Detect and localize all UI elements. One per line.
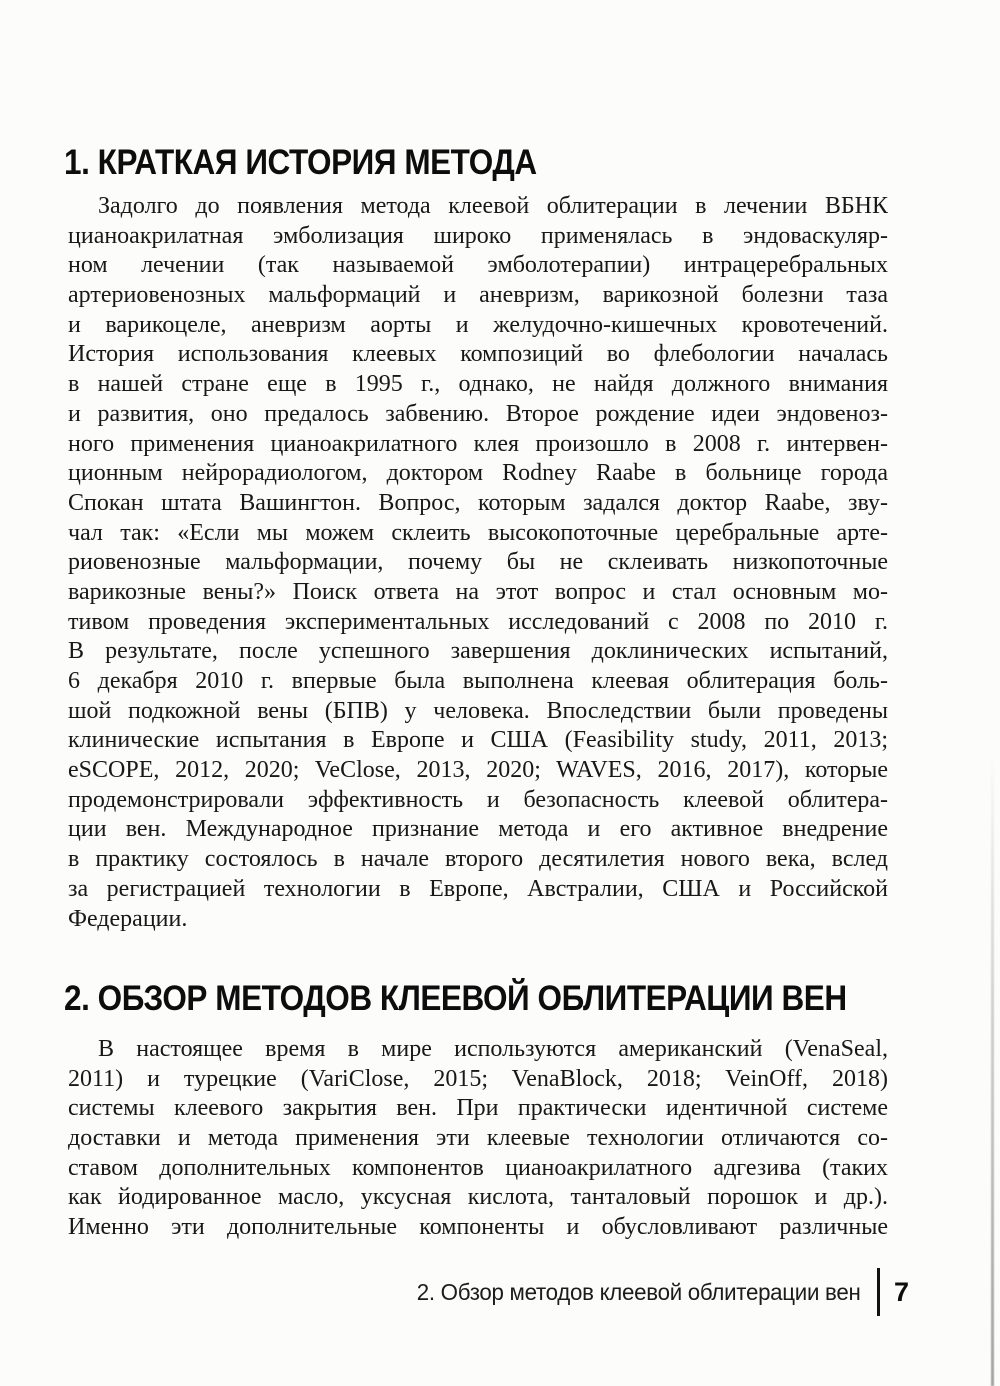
text-line: eSCOPE, 2012, 2020; VeClose, 2013, 2020; WAVES, 2016, 2017), которые (68, 757, 888, 784)
text-line: риовенозные мальформации, почему бы не склеивать низкопоточные (68, 549, 888, 576)
section-2-paragraph (68, 1035, 888, 1243)
text-line: в практику состоялось в начале второго десятилетия нового века, вслед (68, 846, 888, 873)
text-line: Спокан штата Вашингтон. Вопрос, которым задался доктор Raabe, зву- (68, 489, 888, 516)
text-line: клинические испытания в Европе и США (Feasibility study, 2011, 2013; (68, 727, 888, 754)
text-line: тивом проведения экспериментальных исследований с 2008 по 2010 г. (68, 608, 888, 635)
text-line: Именно эти дополнительные компоненты и обусловливают различные (68, 1214, 888, 1241)
text-line: продемонстрировали эффективность и безопасность клеевой облитера- (68, 786, 888, 813)
text-line: доставки и метода применения эти клеевые технологии отличаются со- (68, 1125, 888, 1152)
section-2-heading: 2. ОБЗОР МЕТОДОВ КЛЕЕВОЙ ОБЛИТЕРАЦИИ ВЕН (64, 979, 847, 1018)
text-line: ционным нейрорадиологом, доктором Rodney Raabe в больнице города (68, 460, 888, 487)
text-line: ции вен. Международное признание метода и его активное внедрение (68, 816, 888, 843)
text-line: Федерации. (68, 905, 188, 932)
text-line: в нашей стране еще в 1995 г., однако, не найдя должного внимания (68, 371, 888, 398)
text-line: и развития, оно предалось забвению. Второе рождение идеи эндовеноз- (68, 400, 888, 427)
scan-artifact-right-edge (991, 752, 994, 1386)
text-line: варикозные вены?» Поиск ответа на этот вопрос и стал основным мо- (68, 578, 888, 605)
text-line: цианоакрилатная эмболизация широко применялась в эндоваскуляр- (68, 222, 888, 249)
text-line: чал так: «Если мы можем склеить высокопоточные церебральные арте- (68, 519, 888, 546)
page-footer (68, 1266, 920, 1318)
text-line: ном лечении (так называемой эмболотерапии) интрацеребральных (68, 252, 888, 279)
text-line: Задолго до появления метода клеевой облитерации в лечении ВБНК (98, 193, 888, 219)
running-title: 2. Обзор методов клеевой облитерации вен (416, 1278, 860, 1305)
text-line: ставом дополнительных компонентов цианоакрилатного адгезива (таких (68, 1154, 888, 1181)
text-line: В настоящее время в мире используются американский (VenaSeal, (98, 1036, 888, 1062)
text-line: и варикоцеле, аневризм аорты и желудочно-кишечных кровотечений. (68, 311, 888, 338)
text-line: системы клеевого закрытия вен. При практически идентичной системе (68, 1095, 888, 1122)
text-line: шой подкожной вены (БПВ) у человека. Впоследствии были проведены (68, 697, 888, 724)
text-line: 2011) и турецкие (VariClose, 2015; VenaBlock, 2018; VeinOff, 2018) (68, 1065, 888, 1092)
text-line: История использования клеевых композиций во флебологии началась (68, 341, 888, 368)
footer-divider (877, 1268, 880, 1316)
text-line: как йодированное масло, уксусная кислота, танталовый порошок и др.). (68, 1184, 888, 1211)
section-1-heading: 1. КРАТКАЯ ИСТОРИЯ МЕТОДА (64, 143, 537, 182)
page-number: 7 (894, 1276, 910, 1307)
text-line: 6 декабря 2010 г. впервые была выполнена клеевая облитерация боль- (68, 668, 888, 694)
text-line: ного применения цианоакрилатного клея произошло в 2008 г. интервен- (68, 430, 888, 457)
text-line: В результате, после успешного завершения доклинических испытаний, (68, 638, 888, 665)
section-1-paragraph (68, 192, 888, 934)
text-line: за регистрацией технологии в Европе, Австралии, США и Российской (68, 875, 888, 902)
text-line: артериовенозных мальформаций и аневризм, варикозной болезни таза (68, 282, 888, 309)
